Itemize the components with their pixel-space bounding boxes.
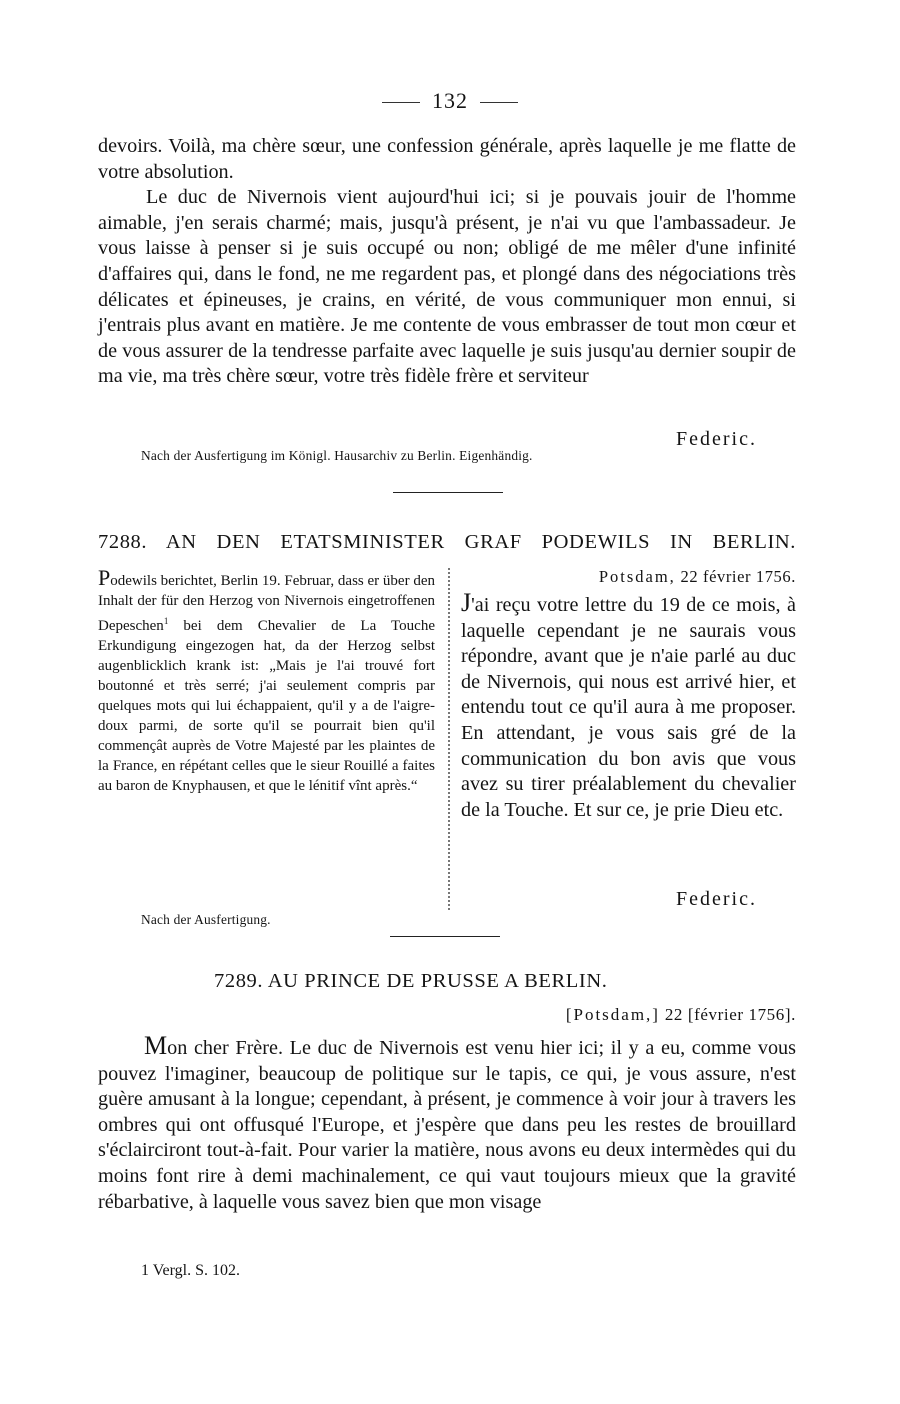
column-separator [448, 568, 450, 910]
letter-date [461, 566, 796, 588]
initial-letter: M [144, 1031, 168, 1060]
section-divider [393, 492, 503, 493]
letter-heading: 7288. AN DEN ETATSMINISTER GRAF PODEWILS IN BERLIN. [98, 531, 796, 553]
date-place: [Potsdam,] [565, 1005, 660, 1024]
paragraph: devoirs. Voilà, ma chère sœur, une confession générale, après laquelle je me flatte de votre absolution. [98, 135, 796, 183]
summary-text-continued: bei dem Chevalier de La Touche Erkundigung eingezogen hat, da der Herzog selbst augenblicklich krank ist: „Mais je l'ai trouvé fort boutonné et très serré; j'ai seulement compris par quelques mots qui lui échappaient, qu'il y a de l'aigre-doux parmi, de sorte qu'il se pourrait bien qu'il commençât auprès de Votre Majesté par les plaintes de la France, en répétant celles que le sieur Rouillé a faites au baron de Knyphausen, et que le lénitif vînt après.“ [98, 618, 435, 794]
letter-heading: 7289. AU PRINCE DE PRUSSE A BERLIN. [214, 970, 608, 992]
initial-letter: P [98, 565, 111, 590]
section-divider [390, 936, 500, 937]
letter-ending-text [98, 134, 796, 390]
date-day: 22 [février 1756]. [664, 1005, 796, 1024]
summary-text: odewils berichtet, Berlin 19. Februar, dass er über den Inhalt der für den Herzog von Nivernois eingetroffenen Depeschen [98, 573, 435, 634]
source-note: Nach der Ausfertigung im Königl. Hausarchiv zu Berlin. Eigenhändig. [141, 448, 533, 463]
paragraph: Le duc de Nivernois vient aujourd'hui ici; si je pouvais jouir de l'homme aimable, j'en serais charmé; mais, jusqu'à présent, je n'ai vu que l'ambassadeur. Je vous laisse à penser si je suis occupé ou non; obligé de me mêler d'une infinité d'affaires qui, dans le fond, ne me regardent pas, et plongé dans des négociations très délicates et épineuses, je crains, en vérité, de vous communiquer mon ennui, si j'entrais plus avant en matière. Je me contente de vous embrasser de tout mon cœur et de vous assurer de la tendresse parfaite avec laquelle je suis jusqu'au dernier soupir de ma vie, ma très chère sœur, votre très fidèle frère et serviteur [98, 186, 796, 388]
date-day: 22 février 1756. [680, 567, 796, 586]
letter-date [566, 1005, 796, 1025]
letter-column [461, 566, 796, 823]
page-header [0, 88, 900, 114]
date-place: Potsdam, [598, 567, 676, 586]
summary-column [98, 565, 435, 796]
signature: Federic. [676, 888, 757, 910]
page-number: 132 [432, 88, 468, 113]
header-rule-left [382, 102, 420, 103]
signature: Federic. [676, 428, 757, 450]
letter-body: 'ai reçu votre lettre du 19 de ce mois, à laquelle cependant je ne saurais vous répondre, avant que je n'aie parlé au duc de Nivernois, qui nous est arrivé hier, et entendu tout ce qu'il aura à me proposer. En attendant, je vous sais gré de la communication du bon avis que vous avez su tirer préalablement du chevalier de la Touche. Et sur ce, je prie Dieu etc. [461, 594, 796, 821]
letter-body-text [98, 1033, 796, 1215]
initial-letter: J [461, 588, 472, 617]
footnote: 1 Vergl. S. 102. [141, 1262, 240, 1279]
letter-body: on cher Frère. Le duc de Nivernois est venu hier ici; il y a eu, comme vous pouvez l'imaginer, beaucoup de politique sur le tapis, ce qui, je vous assure, n'est guère amusant à la longue; cependant, à présent, je commence à voir jour à travers les ombres qui ont offusqué l'Europe, et j'espère que dans peu les restes de brouillard s'éclairciront tout-à-fait. Pour varier la matière, nous avons eu deux intermèdes qui du moins font rire à demi machinalement, ce qui vaut toujours mieux que la gravité rébarbative, à laquelle vous savez bien que mon visage [98, 1037, 796, 1213]
source-note: Nach der Ausfertigung. [141, 912, 271, 927]
footnote-marker: 1 [163, 616, 169, 626]
header-rule-right [480, 102, 518, 103]
